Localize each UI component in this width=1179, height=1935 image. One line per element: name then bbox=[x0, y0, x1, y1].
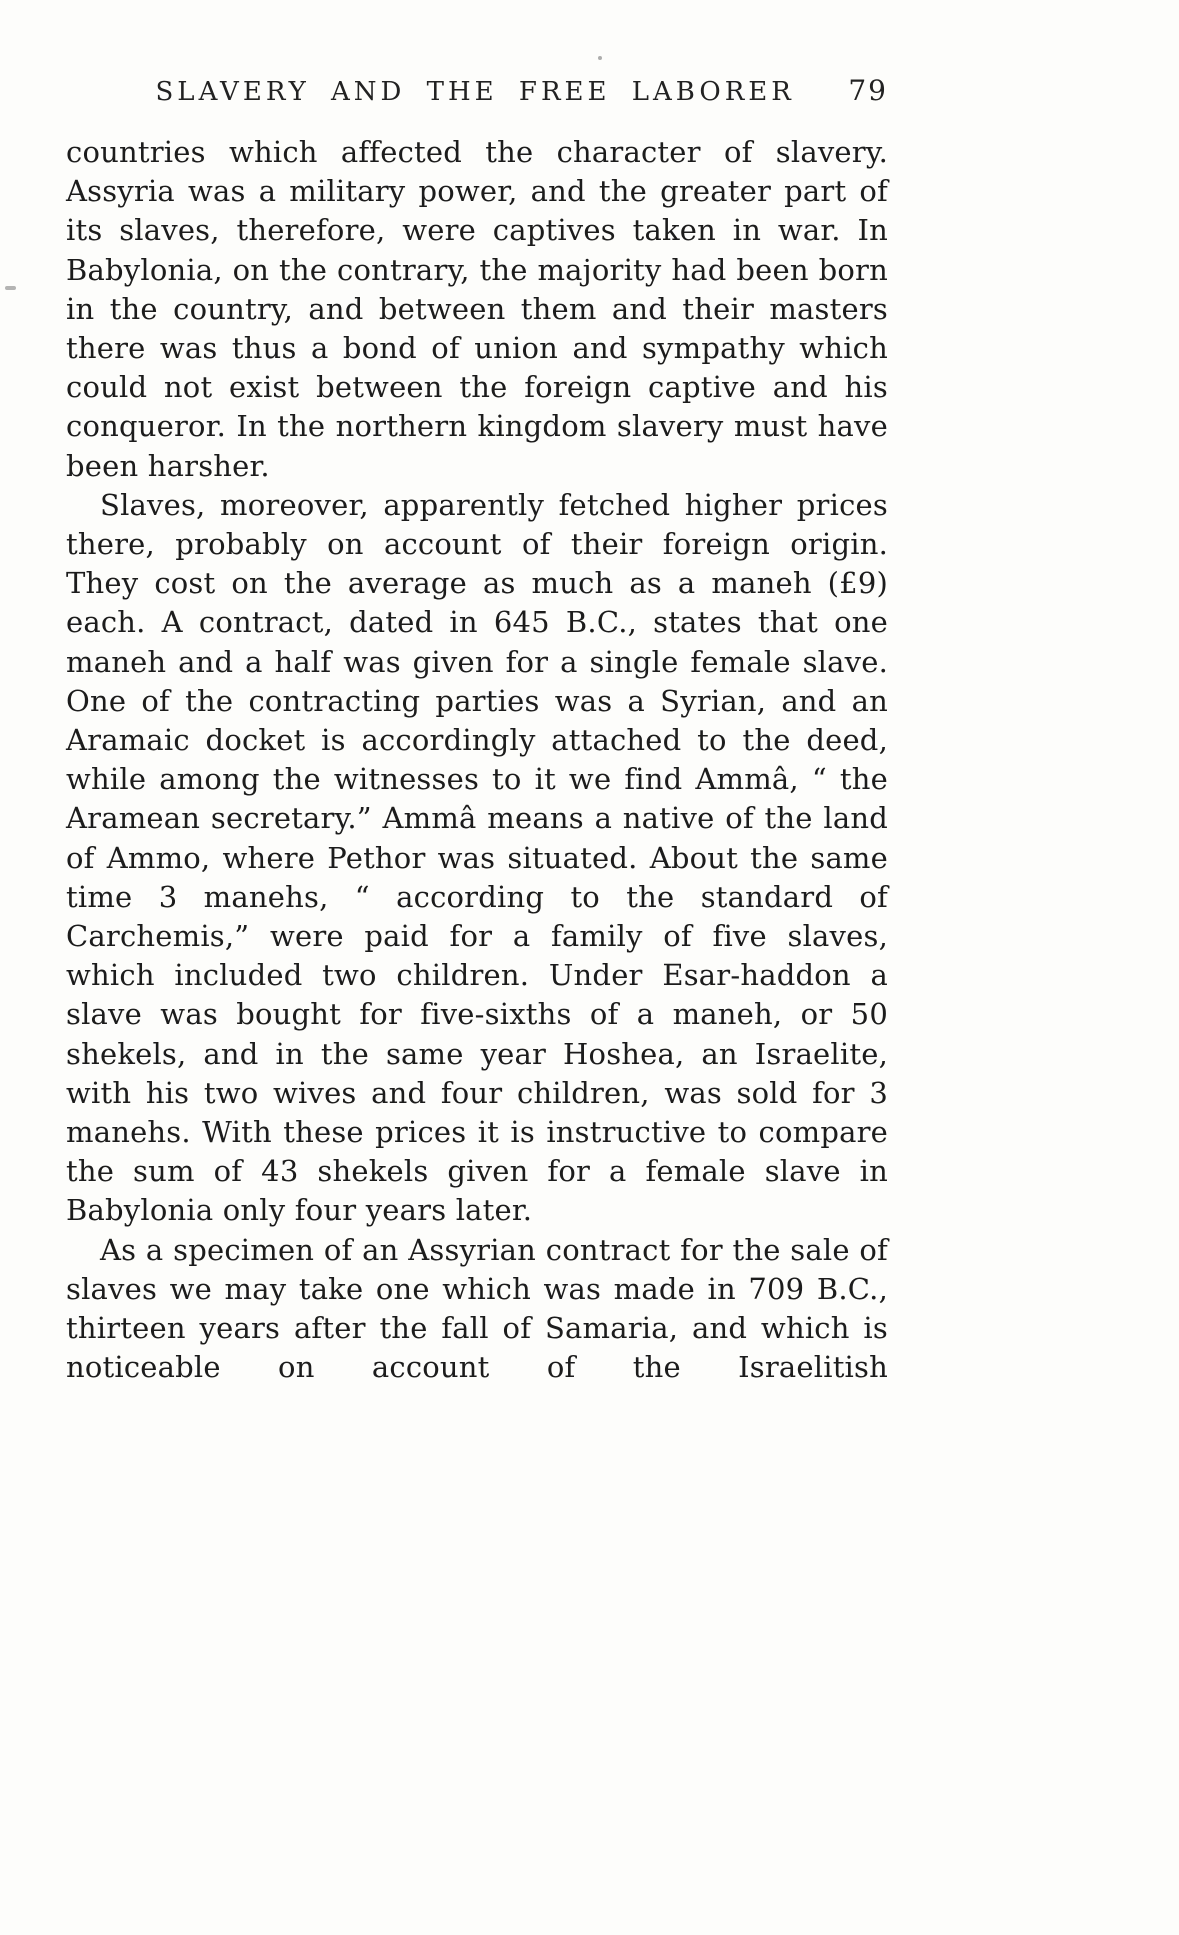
page-content bbox=[66, 74, 888, 1388]
page-header bbox=[66, 74, 888, 107]
paragraph: Slaves, moreover, apparently fetched higher prices there, probably on account of their foreign origin. They cost on the average as much as a maneh (£9) each. A contract, dated in 645 B.C., states that one maneh and a half was given for a single female slave. One of the contracting parties was a Syrian, and an Aramaic docket is accordingly attached to the deed, while among the witnesses to it we find Ammâ, “ the Aramean secretary.” Ammâ means a native of the land of Ammo, where Pethor was situated. About the same time 3 manehs, “ according to the standard of Carchemis,” were paid for a family of five slaves, which included two children. Under Esar-haddon a slave was bought for five-sixths of a maneh, or 50 shekels, and in the same year Hoshea, an Israelite, with his two wives and four children, was sold for 3 manehs. With these prices it is instructive to compare the sum of 43 shekels given for a female slave in Babylonia only four years later. bbox=[66, 487, 888, 1228]
scan-artifact bbox=[598, 56, 602, 60]
paragraph: countries which affected the character of slavery. Assyria was a military power, and the greater part of its slaves, therefore, were captives taken in war. In Babylonia, on the contrary, the majority had been born in the country, and between them and their masters there was thus a bond of union and sympathy which could not exist between the foreign captive and his conqueror. In the northern kingdom slavery must have been harsher. bbox=[66, 135, 888, 483]
page-body bbox=[66, 133, 888, 1388]
page-number: 79 bbox=[848, 74, 888, 107]
running-title: SLAVERY AND THE FREE LABORER bbox=[155, 77, 795, 107]
paragraph: As a specimen of an Assyrian contract for the sale of slaves we may take one which was made in 709 B.C., thirteen years after the fall of Samaria, and which is noticeable on account of the Israelitish bbox=[66, 1232, 888, 1385]
scan-artifact bbox=[5, 286, 16, 290]
